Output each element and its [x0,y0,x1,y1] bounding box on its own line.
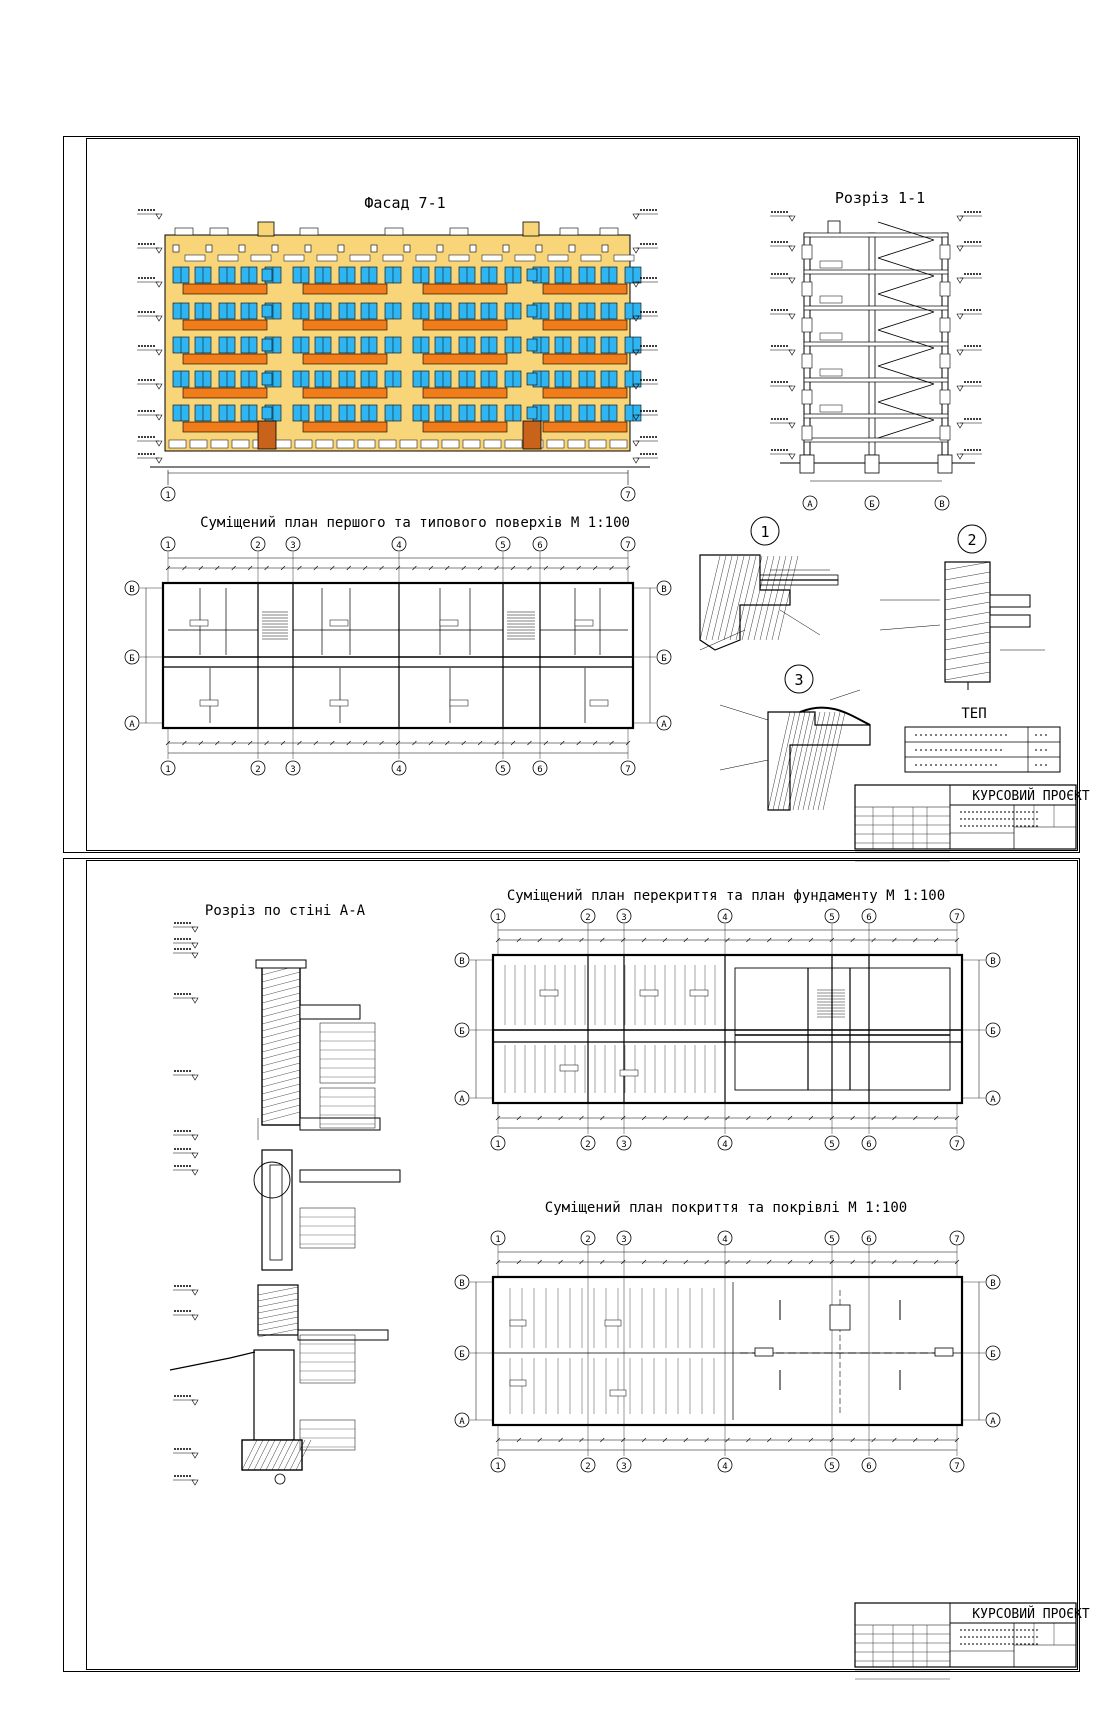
plan2-body-axis-bot-6-label: 7 [954,1140,960,1150]
plan3-body-axis-bot-4-label: 5 [829,1462,835,1472]
plan2-body-axis-bot-4-label: 5 [829,1140,835,1150]
plan3-body-axis-top-1-label: 2 [585,1235,591,1245]
tep-table [905,706,1060,772]
section-level-left-0 [789,216,795,221]
section-window-c-3 [940,354,950,368]
attic-vent-8 [437,245,443,252]
section-window-c-2 [940,318,950,332]
base-panel-15 [484,440,501,448]
wall-roof-slab [300,1005,360,1019]
plan3-body-axis-bot-0-label: 1 [495,1462,501,1472]
section-level-left-7 [789,454,795,459]
entrance-door-left [258,421,276,449]
facade-level-left-6 [156,415,162,420]
base-panel-7 [316,440,333,448]
balcony-r1-g3 [543,320,627,330]
plan1-body-axis-top-0-label: 1 [165,541,171,551]
attic-vent-10 [503,245,509,252]
facade-level-right-0 [633,214,639,219]
plan3-panel-mark-0 [510,1320,526,1326]
plan1-room-mark-2 [440,620,458,626]
balcony-r3-g1 [303,388,387,398]
base-panel-13 [442,440,459,448]
plan3-body-axis-bot-6-label: 7 [954,1462,960,1472]
slab-foundation-plan-drawing [455,888,1000,1150]
plan3-funnel-1 [755,1348,773,1356]
wall-grade-line [170,1352,255,1370]
roof-vent-3 [385,228,403,235]
base-panel-8 [337,440,354,448]
balcony-r3-g0 [183,388,267,398]
section-level-right-3 [957,314,963,319]
wall-floor-slab-2 [300,1170,400,1182]
balcony-r4-g3 [543,422,627,432]
plan1-body-axis-bot-2-label: 3 [290,765,296,775]
stair-window-right-2 [527,339,537,351]
attic-label-box-1 [218,255,238,261]
plan1-room-mark-1 [330,620,348,626]
wall-level-12 [192,1480,198,1485]
wall-parapet-cap [256,960,306,968]
facade-level-right-7 [633,441,639,446]
wall-level-2 [192,953,198,958]
facade-level-left-4 [156,350,162,355]
plan1-body-axis-left-1-label: Б [129,654,135,664]
roof-vent-2 [300,228,318,235]
section-stair-flights [878,222,934,438]
section-level-left-6 [789,423,795,428]
facade-level-right-1 [633,248,639,253]
detail-1-leader-2 [780,610,820,635]
attic-label-box-3 [284,255,304,261]
floor-plan-drawing [125,515,671,775]
wall-level-7 [192,1170,198,1175]
attic-vent-9 [470,245,476,252]
plan2-panel-mark-2 [690,990,708,996]
plan2-body-axis-top-5-label: 6 [866,913,872,923]
plan2-body-axis-top-1-label: 2 [585,913,591,923]
plan3-body-axis-right-2-label: А [990,1417,996,1427]
plan1-body-axis-top-1-label: 2 [255,541,261,551]
detail-1-label: 1 [760,523,770,541]
balcony-r2-g2 [423,354,507,364]
plan1-room-mark-4 [200,700,218,706]
base-panel-9 [358,440,375,448]
section-title: Розріз 1-1 [834,189,926,207]
attic-label-box-7 [416,255,436,261]
detail-3-leader-2 [720,760,768,770]
section-window-a-0 [802,245,812,259]
facade-level-left-1 [156,248,162,253]
base-panel-6 [295,440,312,448]
balcony-r1-g0 [183,320,267,330]
plan2-body-axis-bot-3-label: 4 [722,1140,728,1150]
stair-window-right-1 [527,305,537,317]
attic-vent-3 [272,245,278,252]
plan2-body-outer-wall [493,955,962,1103]
section-window-a-2 [802,318,812,332]
section-axis-c-label: В [939,500,945,510]
attic-vent-6 [371,245,377,252]
plan1-body-axis-top-2-label: 3 [290,541,296,551]
plan3-body-axis-bot-2-label: 3 [621,1462,627,1472]
plan3-body-axis-top-4-label: 5 [829,1235,835,1245]
stair-window-left-0 [262,269,272,281]
section-window-a-4 [802,390,812,404]
plan2-body-axis-left-2-label: А [459,1095,465,1105]
plan3-body-axis-bot-3-label: 4 [722,1462,728,1472]
plan1-body-axis-bot-5-label: 6 [537,765,543,775]
stair-window-left-4 [262,407,272,419]
attic-vent-13 [602,245,608,252]
section-level-left-3 [789,314,795,319]
stamp-sheet-2 [855,1603,1090,1679]
section-foundation-b [865,455,879,473]
plan1-body-outer-wall [163,583,633,728]
balcony-r2-g0 [183,354,267,364]
base-panel-20 [589,440,606,448]
plan2-body-axis-top-4-label: 5 [829,913,835,923]
plan1-room-mark-7 [590,700,608,706]
attic-vent-2 [239,245,245,252]
plan1-body-axis-top-3-label: 4 [396,541,402,551]
stair-window-left-3 [262,373,272,385]
plan3-body-axis-top-5-label: 6 [866,1235,872,1245]
facade-level-left-8 [156,458,162,463]
section-window-c-0 [940,245,950,259]
section-level-left-2 [789,278,795,283]
wall-level-5 [192,1135,198,1140]
attic-vent-5 [338,245,344,252]
plan1-body-axis-bot-4-label: 5 [500,765,506,775]
plan1-body-axis-right-1-label: Б [661,654,667,664]
plan2-body-axis-bot-2-label: 3 [621,1140,627,1150]
plan3-body-axis-top-2-label: 3 [621,1235,627,1245]
section-window-c-1 [940,282,950,296]
plan2-panel-mark-1 [640,990,658,996]
balcony-r2-g3 [543,354,627,364]
facade-level-left-2 [156,282,162,287]
plan1-body-axis-bot-0-label: 1 [165,765,171,775]
plan2-body-axis-right-1-label: Б [990,1027,996,1037]
section-window-a-5 [802,426,812,440]
roof-vent-1 [210,228,228,235]
section-axis-b-label: Б [869,500,875,510]
roof-vent-0 [175,228,193,235]
wall-basement [254,1350,294,1440]
wall-level-3 [192,998,198,1003]
detail-2-slab-top [990,595,1030,607]
wall-section-title: Розріз по стіні А-А [204,903,366,919]
balcony-r0-g2 [423,284,507,294]
section-inner-mark-4 [820,405,842,412]
attic-label-box-13 [614,255,634,261]
plan3-roof-exit [830,1305,850,1330]
balcony-r0-g1 [303,284,387,294]
detail-2-wall [945,562,990,682]
attic-label-box-11 [548,255,568,261]
attic-vent-4 [305,245,311,252]
wall-level-11 [192,1453,198,1458]
plan1-body-axis-top-4-label: 5 [500,541,506,551]
plan2-body-axis-top-2-label: 3 [621,913,627,923]
plan3-body-axis-left-1-label: Б [459,1350,465,1360]
section-level-left-1 [789,246,795,251]
plan3-body-axis-top-6-label: 7 [954,1235,960,1245]
roof-vent-5 [560,228,578,235]
detail-2-slab-mid [990,615,1030,627]
attic-label-box-8 [449,255,469,261]
roof-plan-drawing [455,1200,1000,1472]
plan3-body-axis-right-1-label: Б [990,1350,996,1360]
base-panel-3 [232,440,249,448]
section-slab-0 [804,233,948,237]
stamp2-title: КУРСОВИЙ ПРОЄКТ [972,1607,1090,1622]
plan3-body-axis-right-0-label: В [990,1279,996,1289]
plan1-body-axis-right-2-label: А [661,720,667,730]
section-axis-a-label: А [807,500,813,510]
attic-label-box-5 [350,255,370,261]
balcony-r0-g3 [543,284,627,294]
facade-level-left-0 [156,214,162,219]
balcony-r3-g2 [423,388,507,398]
wall-level-9 [192,1315,198,1320]
plan1-body-axis-bot-1-label: 2 [255,765,261,775]
plan2-body-axis-top-0-label: 1 [495,913,501,923]
section-inner-mark-3 [820,369,842,376]
plan2-body-axis-bot-5-label: 6 [866,1140,872,1150]
wall-axis-bubble [275,1474,285,1484]
stair-window-right-3 [527,373,537,385]
detail-3-label: 3 [794,671,804,689]
wall-callout-table-3 [300,1335,355,1383]
plan2-body-axis-top-6-label: 7 [954,913,960,923]
plan3-body-outer-wall [493,1277,962,1425]
stair-window-right-4 [527,407,537,419]
attic-label-box-9 [482,255,502,261]
base-panel-16 [505,440,522,448]
plan2-panel-mark-4 [620,1070,638,1076]
facade-level-right-8 [633,458,639,463]
wall-upper [262,965,300,1125]
balcony-r0-g0 [183,284,267,294]
detail-2-leader-2 [880,625,940,630]
attic-label-box-10 [515,255,535,261]
plan1-body-axis-bot-6-label: 7 [625,765,631,775]
section-level-right-6 [957,423,963,428]
plan3-funnel-2 [935,1348,953,1356]
section-level-right-4 [957,350,963,355]
detail-3-leader-3 [830,690,860,700]
plan2-body-axis-left-0-label: В [459,957,465,967]
section-window-c-5 [940,426,950,440]
attic-vent-12 [569,245,575,252]
attic-vent-11 [536,245,542,252]
plan3-body-axis-top-0-label: 1 [495,1235,501,1245]
entrance-door-right [523,421,541,449]
plan1-body-axis-left-0-label: В [129,585,135,595]
plan1-room-mark-6 [450,700,468,706]
detail-3-leader-1 [720,705,768,720]
wall-level-0 [192,927,198,932]
section-window-a-3 [802,354,812,368]
plan1-room-mark-5 [330,700,348,706]
facade-level-left-5 [156,384,162,389]
stair-tower-left [258,222,274,236]
wall-window-frame [270,1165,282,1260]
base-panel-21 [610,440,627,448]
base-panel-2 [211,440,228,448]
plan1-body-axis-bot-3-label: 4 [396,765,402,775]
stair-window-left-1 [262,305,272,317]
plan3-body-axis-bot-5-label: 6 [866,1462,872,1472]
wall-callout-table-2 [300,1208,355,1248]
plan3-body-axis-left-0-label: В [459,1279,465,1289]
wall-footing [242,1440,302,1470]
plan1-body-axis-left-2-label: А [129,720,135,730]
plan3-panel-mark-1 [605,1320,621,1326]
plan2-body-axis-right-2-label: А [990,1095,996,1105]
section-foundation-c [938,455,952,473]
stamp-sheet-1 [855,785,1090,861]
wall-level-1 [192,943,198,948]
section-slab-6 [804,438,948,442]
plan3-body-axis-left-2-label: А [459,1417,465,1427]
plan1-body-axis-top-5-label: 6 [537,541,543,551]
facade-axis-right-label: 7 [625,491,631,501]
section-inner-mark-1 [820,296,842,303]
plan-title: Суміщений план першого та типового поверхів М 1:100 [200,515,630,531]
stair-window-right-0 [527,269,537,281]
section-inner-mark-0 [820,261,842,268]
section-1-1-drawing [770,189,982,510]
facade-level-left-7 [156,441,162,446]
wall-level-6 [192,1153,198,1158]
attic-vent-7 [404,245,410,252]
plan2-body-axis-top-3-label: 4 [722,913,728,923]
base-panel-12 [421,440,438,448]
base-panel-10 [379,440,396,448]
section-level-right-0 [957,216,963,221]
facade-drawing [137,194,658,501]
plan3-panel-mark-3 [610,1390,626,1396]
tep-title: ТЕП [961,706,987,722]
plan3-body-axis-bot-1-label: 2 [585,1462,591,1472]
facade-axis-left-label: 1 [165,491,171,501]
section-level-right-5 [957,386,963,391]
attic-vent-1 [206,245,212,252]
plan2-panel-mark-3 [560,1065,578,1071]
balcony-r1-g2 [423,320,507,330]
plan1-room-mark-3 [575,620,593,626]
section-window-a-1 [802,282,812,296]
plan3-panel-mark-2 [510,1380,526,1386]
section-window-c-4 [940,390,950,404]
balcony-r4-g1 [303,422,387,432]
stair-tower-right [523,222,539,236]
section-foundation-a [800,455,814,473]
wall-section-drawing [170,903,400,1485]
balcony-r2-g1 [303,354,387,364]
plan1-body-axis-top-6-label: 7 [625,541,631,551]
section-level-right-1 [957,246,963,251]
section-level-left-4 [789,350,795,355]
roof-plan-title: Суміщений план покриття та покрівлі М 1:100 [544,1200,908,1216]
facade-title: Фасад 7-1 [364,194,446,212]
stamp1-title: КУРСОВИЙ ПРОЄКТ [972,789,1090,804]
plan1-room-mark-0 [190,620,208,626]
balcony-r4-g0 [183,422,267,432]
attic-vent-0 [173,245,179,252]
roof-vent-4 [450,228,468,235]
plan1-body-axis-right-0-label: В [661,585,667,595]
wall-ground-floor [258,1285,298,1335]
attic-label-box-12 [581,255,601,261]
plan2-panel-mark-0 [540,990,558,996]
base-panel-5 [274,440,291,448]
base-panel-14 [463,440,480,448]
base-panel-0 [169,440,186,448]
base-panel-11 [400,440,417,448]
attic-label-box-0 [185,255,205,261]
plan3-body-axis-top-3-label: 4 [722,1235,728,1245]
wall-level-8 [192,1290,198,1295]
balcony-r4-g2 [423,422,507,432]
slab-plan-title: Суміщений план перекриття та план фундаменту М 1:100 [506,888,946,904]
balcony-r3-g3 [543,388,627,398]
section-level-right-7 [957,454,963,459]
roof-vent-6 [600,228,618,235]
base-panel-18 [547,440,564,448]
plan2-body-axis-right-0-label: В [990,957,996,967]
balcony-r1-g1 [303,320,387,330]
plan2-body-axis-bot-1-label: 2 [585,1140,591,1150]
plan2-body-axis-left-1-label: Б [459,1027,465,1037]
base-panel-19 [568,440,585,448]
section-level-left-5 [789,386,795,391]
attic-label-box-6 [383,255,403,261]
section-inner-mark-2 [820,333,842,340]
section-level-right-2 [957,278,963,283]
facade-level-left-3 [156,316,162,321]
wall-level-4 [192,1075,198,1080]
wall-level-10 [192,1400,198,1405]
base-panel-1 [190,440,207,448]
plan2-body-axis-bot-0-label: 1 [495,1140,501,1150]
plan2-foundation-outline [735,968,950,1090]
attic-label-box-2 [251,255,271,261]
attic-label-box-4 [317,255,337,261]
detail-2-label: 2 [967,531,977,549]
stair-window-left-2 [262,339,272,351]
